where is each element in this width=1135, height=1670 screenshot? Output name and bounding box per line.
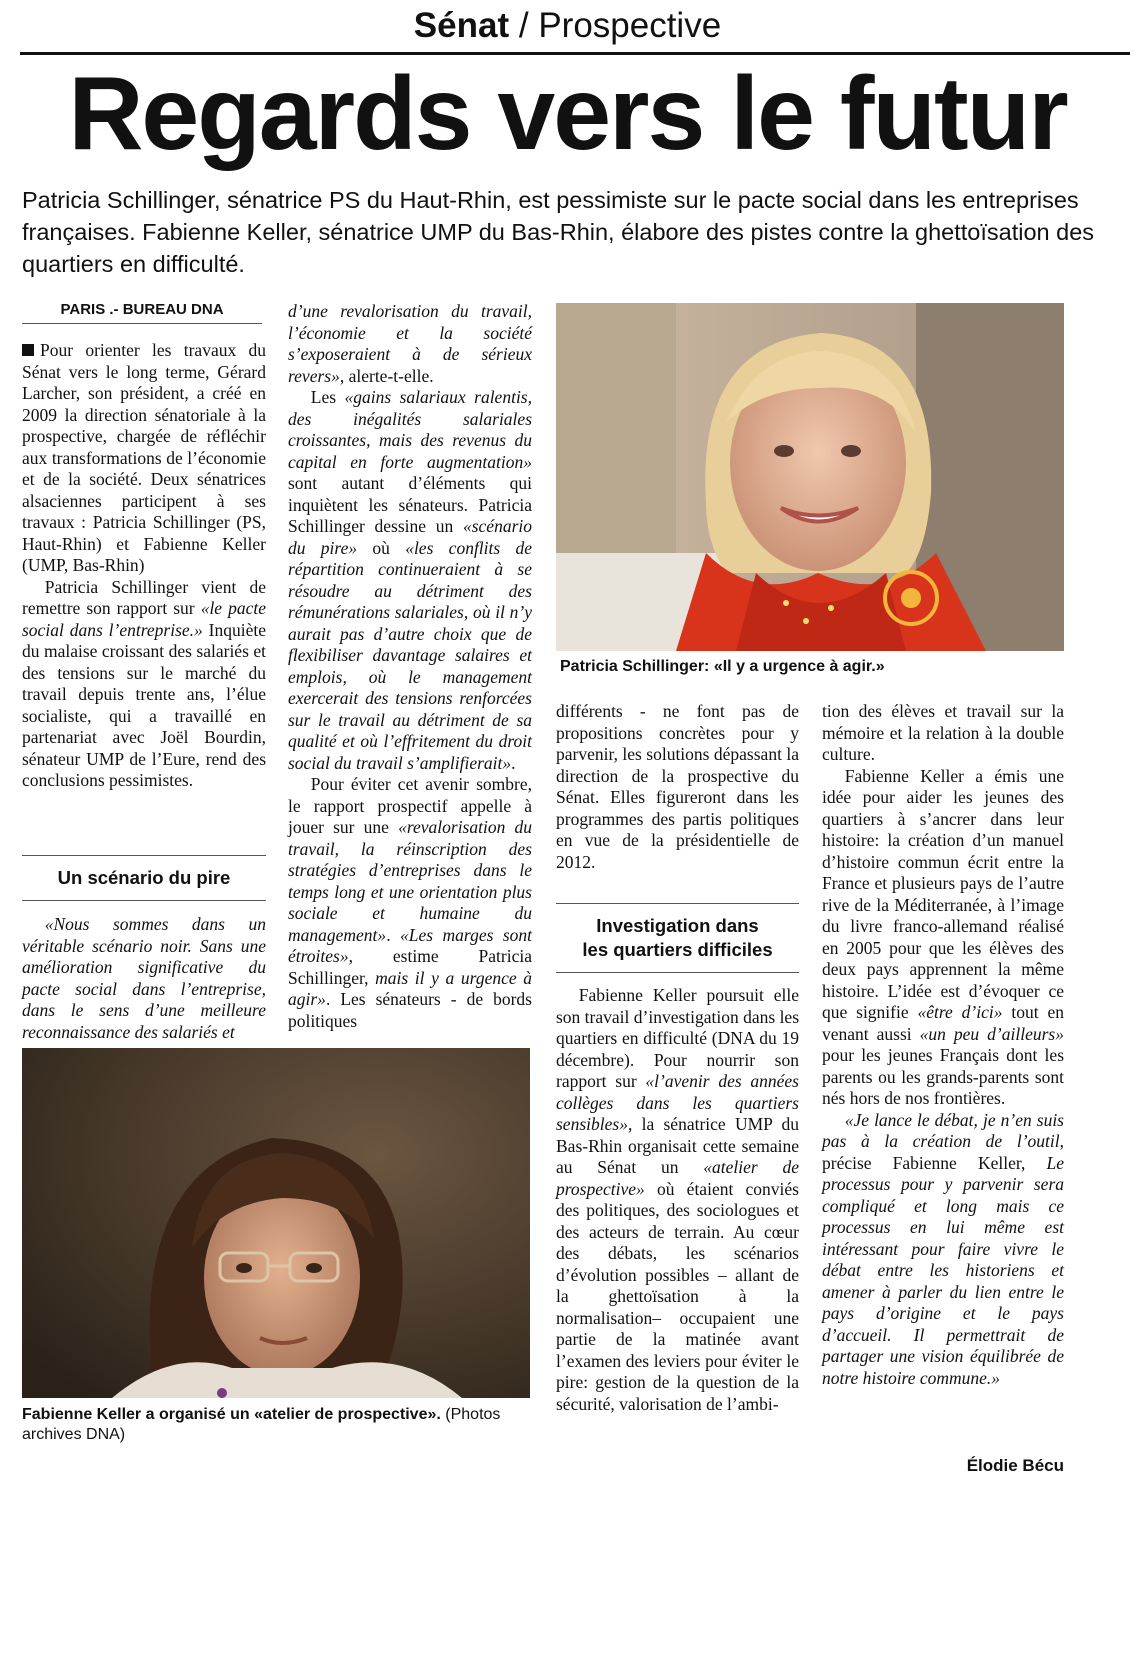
col1-paragraph-3: «Nous sommes dans un véritable scénario noir. Sans une amélioration significative du pacte social dans l’entreprise, dans le sens d’une meilleure reconnaissance des salariés et [22,914,266,1042]
col4-paragraph-3: «Je lance le débat, je n’en suis pas à la création de l’outil, précise Fabienne Keller, Le processus pour y parvenir sera compliqué et long mais ce processus en lui même est intéressant pour faire vivre le débat entre les historiens et amener à parler du lien entre le pays d’origine et le pays d’accueil. Il permettrait de partager une vision équilibrée de notre histoire commune.» [822,1109,1064,1388]
dateline: PARIS .- BUREAU DNA [60,301,224,318]
col2-paragraph-3: Pour éviter cet avenir sombre, le rapport prospectif appelle à jouer sur une «revalorisation du travail, la réinscription des stratégies d’entreprises dans le temps long et une orientation plus sociale et humaine du management». «Les marges sont étroites», estime Patricia Schillinger, mais il y a urgence à agir». Les sénateurs - de bords politiques [288,774,533,1031]
rubric-separator: / [518,6,529,45]
rubric-rule [20,52,1130,55]
subhead-rule-top [22,855,266,856]
portrait-woman-glasses [22,1048,530,1398]
rubric-topic: Prospective [538,6,722,45]
subhead-scenario: Un scénario du pire [57,867,231,888]
subhead-investigation: Investigation dans les quartiers difficiles [582,915,773,960]
author-signature: Élodie Bécu [966,1456,1064,1475]
paragraph-square-icon [22,344,34,356]
caption-top-photo: Patricia Schillinger: «Il y a urgence à agir.» [560,658,885,675]
subhead-rule-bottom [22,900,266,901]
col1-paragraph-1: Pour orienter les travaux du Sénat vers le long terme, Gérard Larcher, son président, a créé en 2009 la direction sénatoriale à la prospective, chargée de réfléchir aux transformations de l’économie et de la société. Deux sénatrices alsaciennes participent à ses travaux : Patricia Schillinger (PS, Haut-Rhin) et Fabienne Keller (UMP, Bas-Rhin) [22,340,266,575]
col2-paragraph-1: d’une revalorisation du travail, l’économie et la société s’exposeraient à de sérieux revers», alerte-t-elle. [288,301,532,386]
column-3-bottom [556,985,799,1415]
col3-paragraph-2: Fabienne Keller poursuit elle son travail d’investigation dans les quartiers en difficulté (DNA du 19 décembre). Pour nourrir son rapport sur «l’avenir des années collèges dans les quartiers sensibles», la sénatrice UMP du Bas-Rhin organisait cette semaine au Sénat un «atelier de prospective» où étaient conviés des politiques, des sociologues et des acteurs de terrain. Au cœur des débats, les scénarios d’évolution possibles – allant de la ghettoïsation à la normalisation– occupaient une partie de la matinée avant l’examen des leviers pour éviter le pire: gestion de la question de la sécurité, valorisation de l’ambi- [556,985,800,1414]
column-1-top [22,340,266,792]
section-rubric [0,6,1135,46]
headline: Regards vers le futur [68,56,1067,172]
col3-paragraph-1: différents - ne font pas de propositions concrètes pour y parvenir, les solutions dépassant la direction de la prospective du Sénat. Elles figureront dans les programmes des partis politiques en vue de la présidentielle de 2012. [556,701,799,872]
col4-paragraph-2: Fabienne Keller a émis une idée pour aider les jeunes des quartiers à s’ancrer dans leur histoire: la création d’un manuel d’histoire commun écrit entre la France et plusieurs pays de l’autre rive de la Méditerranée, à l’image du livre franco-allemand réalisé en 2005 pour que les élèves des deux pays apprennent la même histoire. L’idée est d’évoquer ce que signifie «être d’ici» tout en venant aussi «un peu d’ailleurs» pour les jeunes Français dont les parents ou les grands-parents sont nés hors de nos frontières. [822,765,1064,1108]
lead-paragraph: Patricia Schillinger, sénatrice PS du Haut-Rhin, est pessimiste sur le pacte social dans les entreprises françaises. Fabienne Keller, sénatrice UMP du Bas-Rhin, élabore des pistes contre la ghettoïsation des quartiers en difficulté. [22,187,1095,277]
subhead2-rule-bottom [556,972,799,973]
subhead2-rule-top [556,903,799,904]
portrait-woman-red-scarf [556,303,1064,651]
photo-fabienne-keller [22,1048,530,1398]
column-3-top [556,701,799,873]
column-2 [288,301,532,1032]
column-1-bottom [22,914,266,1043]
photo-patricia-schillinger [556,303,1064,651]
col2-paragraph-2: Les «gains salariaux ralentis, des inégalités salariales croissantes, mais des revenus du capital en forte augmentation» sont autant d’éléments qui inquiètent les sénateurs. Patricia Schillinger dessine un «scénario du pire» où «les conflits de répartition continueraient à se résoudre au détriment des rémunérations salariales, où il n’y aurait pas d’autre choix que de flexibiliser davantage salaires et emplois, où le management exercerait des tensions renforcées sur le travail au détriment de sa qualité et où l’effritement du droit social du travail s’amplifierait». [288,387,533,773]
col1-paragraph-2: Patricia Schillinger vient de remettre son rapport sur «le pacte social dans l’entreprise.» Inquiète du malaise croissant des salariés et des tensions sur le marché du travail depuis trente ans, l’élue socialiste, qui a travaillé en partenariat avec Joël Bourdin, sénateur UMP de l’Eure, rend des conclusions pessimistes. [22,576,267,790]
dateline-rule [22,323,262,324]
column-4 [822,701,1064,1389]
caption-bottom-photo: Fabienne Keller a organisé un «atelier de prospective». (Photos archives DNA) [22,1406,501,1443]
rubric-section: Sénat [413,6,510,45]
col4-paragraph-1: tion des élèves et travail sur la mémoire et la relation à la double culture. [822,701,1064,764]
